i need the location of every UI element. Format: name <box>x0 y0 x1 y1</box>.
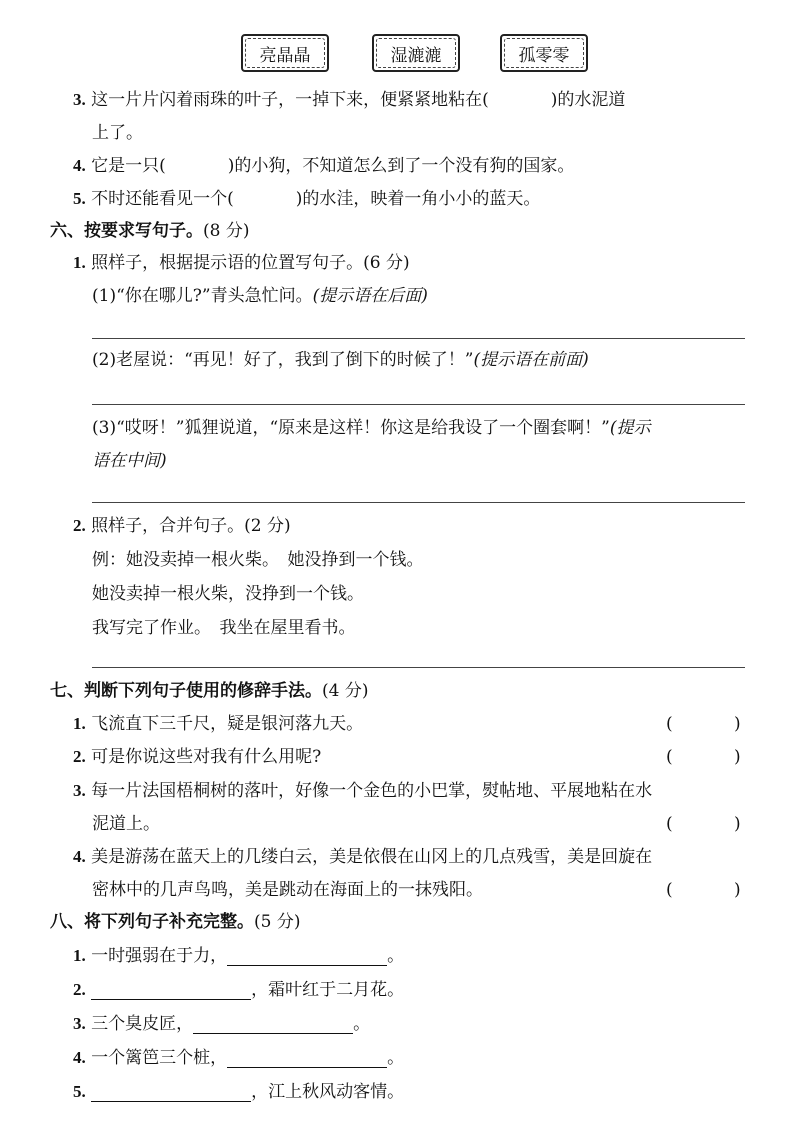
p5-q4-text-b: )的小狗，不知道怎么到了一个没有狗的国家。 <box>227 156 575 176</box>
p7-q3-paren-close[interactable]: ) <box>734 814 741 834</box>
p7-q1-num: 1. <box>73 714 86 733</box>
p5-q3-cont: 上了。 <box>92 123 143 143</box>
p7-q1 <box>73 714 363 734</box>
p7-q2-paren-close[interactable]: ) <box>734 747 741 767</box>
p6-s2-hint: (提示语在前面) <box>473 350 589 370</box>
p8-q4 <box>73 1048 404 1068</box>
p7-q4-num: 4. <box>73 847 86 866</box>
p6-s3 <box>92 418 650 438</box>
p7-q4-cont: 密林中的几声鸟鸣，美是跳动在海面上的一抹残阳。 <box>92 880 483 900</box>
p6-q2 <box>73 516 291 536</box>
p8-q3-num: 3. <box>73 1014 86 1033</box>
p8-q4-blank[interactable] <box>227 1049 387 1068</box>
header-word-box-2 <box>372 34 460 72</box>
p6-s3-hint1: (提示 <box>609 418 651 438</box>
p6-example-2: 她没卖掉一根火柴，没挣到一个钱。 <box>92 584 364 604</box>
p8-q2-blank[interactable] <box>91 981 251 1000</box>
part7-heading <box>50 681 368 701</box>
answer-line-4[interactable] <box>92 667 745 668</box>
p8-q4-text-b: 。 <box>387 1048 405 1068</box>
p7-q1-text: 飞流直下三千尺，疑是银河落九天。 <box>91 714 364 734</box>
p8-q4-num: 4. <box>73 1048 86 1067</box>
p7-q1-paren-close[interactable]: ) <box>734 714 741 734</box>
p5-q3-text-b: )的水泥道 <box>550 90 626 110</box>
part6-score: (8 分) <box>203 221 250 241</box>
p5-q3-text-a: 这一片片闪着雨珠的叶子，一掉下来，便紧紧地粘在( <box>91 90 489 110</box>
p8-q1-blank[interactable] <box>227 947 387 966</box>
p8-q3-blank[interactable] <box>193 1015 353 1034</box>
p5-q5-text-b: )的水洼，映着一角小小的蓝天。 <box>295 189 541 209</box>
p6-s1-hint: (提示语在后面) <box>312 286 428 306</box>
p8-q1-num: 1. <box>73 946 86 965</box>
p5-q5 <box>73 189 540 209</box>
p8-q2-num: 2. <box>73 980 86 999</box>
answer-line-1[interactable] <box>92 338 745 339</box>
p6-q1 <box>73 253 410 273</box>
p5-q5-num: 5. <box>73 189 86 208</box>
p6-s3-hint2: 语在中间) <box>92 451 167 471</box>
p8-q1-text-a: 一时强弱在于力， <box>91 946 228 966</box>
p6-s3-main: (3)“哎呀！”狐狸说道，“原来是这样！你这是给我设了一个圈套啊！” <box>92 418 610 438</box>
p5-q4-text-a: 它是一只( <box>91 156 166 176</box>
p8-q5-num: 5. <box>73 1082 86 1101</box>
p6-q1-text: 照样子，根据提示语的位置写句子。(6 分) <box>91 253 410 273</box>
p6-q2-num: 2. <box>73 516 86 535</box>
p5-q3 <box>73 90 625 110</box>
p7-q2-paren-open[interactable]: ( <box>666 747 673 767</box>
header-word-3: 孤零零 <box>518 45 570 66</box>
p7-q3-text: 每一片法国梧桐树的落叶，好像一个金色的小巴掌，熨帖地、平展地粘在水 <box>91 781 653 801</box>
p5-q4 <box>73 156 574 176</box>
part7-title: 七、判断下列句子使用的修辞手法。 <box>50 681 322 701</box>
p6-s1-main: (1)“你在哪儿?”青头急忙问。 <box>92 286 313 306</box>
p7-q2-text: 可是你说这些对我有什么用呢? <box>91 747 322 767</box>
p7-q3-cont: 泥道上。 <box>92 814 160 834</box>
p8-q5-text-b: ，江上秋风动客情。 <box>251 1082 405 1102</box>
p7-q4-text: 美是游荡在蓝天上的几缕白云，美是依偎在山冈上的几点残雪，美是回旋在 <box>91 847 653 867</box>
p7-q4-paren-close[interactable]: ) <box>734 880 741 900</box>
p7-q4 <box>73 847 652 867</box>
p7-q1-paren-open[interactable]: ( <box>666 714 673 734</box>
p7-q3-paren-open[interactable]: ( <box>666 814 673 834</box>
p8-q1 <box>73 946 404 966</box>
p6-s2 <box>92 350 589 370</box>
part8-score: (5 分) <box>254 912 301 932</box>
header-word-2: 湿漉漉 <box>390 45 442 66</box>
p8-q1-text-b: 。 <box>387 946 405 966</box>
p8-q3-text-a: 三个臭皮匠， <box>91 1014 194 1034</box>
header-word-box-3 <box>500 34 588 72</box>
p8-q2 <box>73 980 404 1000</box>
p6-q2-text: 照样子，合并句子。(2 分) <box>91 516 291 536</box>
p8-q5 <box>73 1082 404 1102</box>
p5-q4-num: 4. <box>73 156 86 175</box>
p8-q3 <box>73 1014 370 1034</box>
p6-q1-num: 1. <box>73 253 86 272</box>
part6-heading <box>50 221 249 241</box>
p6-example-1: 例：她没卖掉一根火柴。 她没挣到一个钱。 <box>92 550 424 570</box>
p5-q5-text-a: 不时还能看见一个( <box>91 189 234 209</box>
p8-q4-text-a: 一个篱笆三个桩， <box>91 1048 228 1068</box>
p8-q3-text-b: 。 <box>353 1014 371 1034</box>
p7-q4-paren-open[interactable]: ( <box>666 880 673 900</box>
p6-s1 <box>92 286 428 306</box>
p6-s2-main: (2)老屋说：“再见！好了，我到了倒下的时候了！” <box>92 350 474 370</box>
p7-q3-num: 3. <box>73 781 86 800</box>
part6-title: 六、按要求写句子。 <box>50 221 203 241</box>
header-word-1: 亮晶晶 <box>259 45 311 66</box>
part7-score: (4 分) <box>322 681 369 701</box>
answer-line-3[interactable] <box>92 502 745 503</box>
p8-q2-text-b: ，霜叶红于二月花。 <box>251 980 405 1000</box>
p7-q3 <box>73 781 652 801</box>
header-word-box-1 <box>241 34 329 72</box>
answer-line-2[interactable] <box>92 404 745 405</box>
part8-heading <box>50 912 300 932</box>
p6-exercise: 我写完了作业。 我坐在屋里看书。 <box>92 618 356 638</box>
p8-q5-blank[interactable] <box>91 1083 251 1102</box>
p7-q2 <box>73 747 321 767</box>
p5-q3-num: 3. <box>73 90 86 109</box>
p7-q2-num: 2. <box>73 747 86 766</box>
part8-title: 八、将下列句子补充完整。 <box>50 912 254 932</box>
